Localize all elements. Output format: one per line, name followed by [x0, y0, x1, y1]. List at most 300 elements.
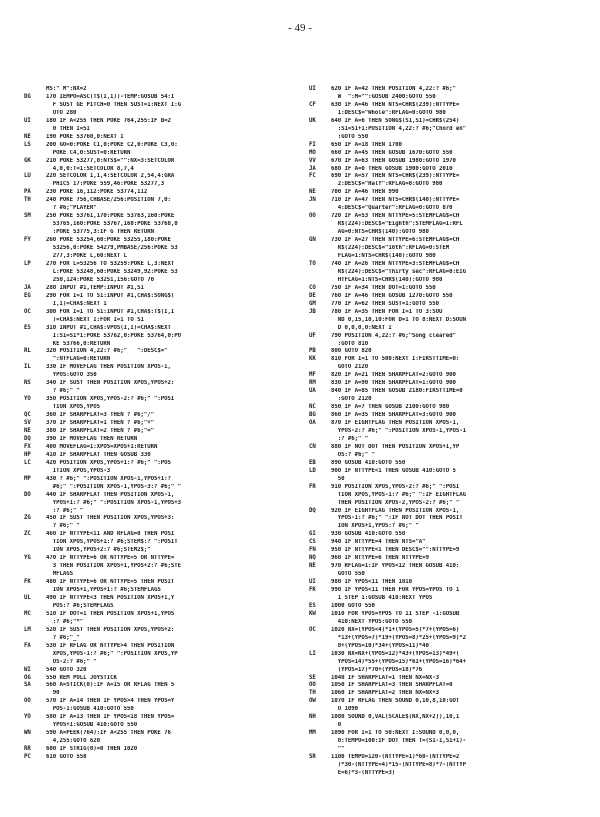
code-line — [309, 94, 581, 102]
basic-statement: 590 A=PEEK(764):IF A<255 THEN POKE 76 — [46, 730, 171, 737]
code-line — [309, 110, 581, 118]
checksum-code: GN — [309, 237, 316, 244]
basic-statement: 850 IF A=7 THEN GOSUB 2100:GOTO 980 — [331, 404, 450, 411]
code-line — [24, 460, 296, 468]
basic-statement: 230 POKE 16,112:POKE 53774,112 — [46, 189, 148, 196]
basic-statement: R$(224):DESC$="16th":RFLAG=0:STEM — [331, 245, 450, 252]
code-line — [24, 627, 296, 635]
checksum-code — [24, 126, 46, 134]
checksum-code — [24, 150, 46, 158]
basic-statement: YPOS-1:? #6;" ":IF NOT DOT THEN POSIT — [331, 515, 463, 522]
checksum-code — [309, 229, 331, 237]
code-line — [309, 118, 581, 126]
code-line — [24, 484, 296, 492]
basic-statement: YPOS=14)*55+(YPOS=15)*61+(YPOS=16)*64+ — [331, 658, 466, 665]
basic-statement: 1 STEP 1:GOSUB 410:NEXT YPOS — [331, 595, 433, 601]
basic-statement: 890 GOSUB 410:GOTO 550 — [331, 459, 406, 466]
basic-statement: 710 IF A=47 THEN NTS=CHR$(140):NTTYPE= — [331, 197, 460, 204]
basic-statement: :? #6;" " — [331, 435, 369, 442]
checksum-code — [24, 277, 46, 285]
checksum-code: GK — [24, 157, 31, 164]
checksum-code — [309, 746, 331, 754]
code-line — [24, 690, 296, 698]
code-line — [24, 508, 296, 516]
basic-statement: OS-2:? #6;" " — [46, 658, 97, 665]
code-line — [24, 333, 296, 341]
code-line — [309, 86, 581, 94]
basic-statement: 280 INPUT #1,TEMP:INPUT #1,S1 — [46, 284, 144, 291]
code-line — [24, 706, 296, 714]
checksum-code — [24, 372, 46, 380]
code-line — [309, 563, 581, 571]
basic-statement: :POKE 53775,3:IF G THEN RETURN — [46, 229, 154, 236]
checksum-code — [24, 356, 46, 364]
checksum-code: RL — [24, 348, 31, 355]
checksum-code — [309, 762, 331, 770]
checksum-code — [309, 269, 331, 277]
checksum-code: CF — [309, 101, 316, 108]
checksum-code: EB — [309, 459, 316, 466]
checksum-code — [309, 619, 331, 627]
checksum-code: LU — [24, 173, 31, 180]
basic-statement: 440 IF SHARPFLAT THEN POSITION XPOS-1, — [46, 491, 175, 498]
checksum-code — [309, 595, 331, 603]
basic-statement: 350 POSITION XPOS,YPOS-2:? #6;" ":POSI — [46, 396, 175, 403]
basic-statement: 4,0,0:T=1:SETCOLOR 8,7,4 — [46, 165, 134, 172]
checksum-code: DQ — [24, 435, 31, 442]
code-line — [309, 142, 581, 150]
code-line — [309, 452, 581, 460]
basic-statement: :GOTO 2120 — [331, 396, 372, 403]
code-line — [24, 269, 296, 277]
checksum-code — [309, 476, 331, 484]
basic-statement: #6;" ":POSITION XPOS-1,YPOS-3:? #6;" " — [46, 483, 181, 490]
checksum-code: FR — [309, 483, 316, 490]
code-line — [24, 468, 296, 476]
checksum-code: OW — [309, 698, 316, 705]
checksum-code — [309, 770, 331, 778]
basic-statement: 950 IF NTTYPE<1 THEN DESC$="":NTTYPE=9 — [331, 547, 460, 554]
basic-statement: 770 IF A=62 THEN SUST=1:GOTO 550 — [331, 300, 439, 307]
basic-statement: 450 IF SUST THEN POSITION XPOS,YPOS+3: — [46, 515, 175, 522]
checksum-code — [309, 523, 331, 531]
code-line — [309, 166, 581, 174]
checksum-code: QC — [24, 412, 31, 419]
code-line — [24, 675, 296, 683]
checksum-code: DG — [24, 93, 31, 100]
basic-statement: 4,255:GOTO 620 — [46, 738, 100, 745]
checksum-code: SR — [309, 754, 316, 761]
checksum-code: LD — [309, 467, 316, 474]
basic-statement: E=6)*3-(NTTYPE=3) — [331, 769, 396, 776]
code-line — [309, 173, 581, 181]
basic-statement: 240 POKE 756,CHBASE/256:POSITION 7,0: — [46, 197, 171, 204]
basic-statement: 700 IF A=46 THEN 990 — [331, 189, 399, 196]
checksum-code — [24, 229, 46, 237]
code-line — [24, 181, 296, 189]
checksum-code — [24, 619, 46, 627]
checksum-code: ES — [309, 602, 316, 609]
basic-statement: "" — [331, 746, 345, 753]
code-line — [24, 197, 296, 205]
checksum-code: KW — [309, 610, 316, 617]
basic-statement: 310 INPUT #1,CHA$:VPOS(I,I)=CHA$:NEXT — [46, 324, 171, 331]
basic-statement: 510 IF DOT=1 THEN POSITION XPOS+1,YPOS — [46, 610, 175, 617]
basic-statement: ITION XPOS,YPOS-3 — [46, 467, 111, 474]
checksum-code — [24, 523, 46, 531]
code-line — [309, 667, 581, 675]
checksum-code: JA — [309, 165, 316, 172]
code-line — [309, 229, 581, 237]
checksum-code — [309, 245, 331, 253]
code-line — [24, 635, 296, 643]
code-line — [309, 746, 581, 754]
basic-statement: R$(224):DESC$="Thirty sec":RFLAG=0:EIG — [331, 268, 466, 275]
basic-statement: :S1=S1+1:POSITION 4,22:? #6;"Chord en" — [331, 125, 466, 132]
checksum-code — [309, 635, 331, 643]
checksum-code: LS — [24, 141, 31, 148]
code-line — [309, 523, 581, 531]
code-line — [309, 158, 581, 166]
checksum-code — [24, 690, 46, 698]
basic-statement: ? #6;"_" — [46, 634, 80, 641]
basic-statement: 990 IF YPOS<11 THEN FOR YPOS=YPOS TO 1 — [331, 587, 460, 594]
code-line — [309, 301, 581, 309]
checksum-code — [309, 110, 331, 118]
code-line — [24, 166, 296, 174]
checksum-code: LI — [309, 650, 316, 657]
basic-statement: XPOS,YPOS-1:? #6;" ":POSITION XPOS,YP — [46, 650, 178, 657]
checksum-code: ES — [24, 324, 31, 331]
basic-statement: 320 POSITION 4,22:? #6;" ":DESC$=" — [46, 348, 168, 355]
checksum-code: ZG — [24, 515, 31, 522]
basic-statement: 940 IF NTTYPE=4 THEN NTS="A" — [331, 539, 426, 546]
checksum-code: MP — [24, 475, 31, 482]
code-line — [24, 412, 296, 420]
basic-statement: 53765,160:POKE 53767,160:POKE 53768,0 — [46, 221, 178, 228]
checksum-code: SV — [24, 420, 31, 427]
code-line — [24, 611, 296, 619]
checksum-code — [309, 428, 331, 436]
code-line — [309, 619, 581, 627]
checksum-code: ZC — [24, 531, 31, 538]
code-line — [309, 738, 581, 746]
basic-statement: 730 IF A=27 THEN NTTYPE=6:STEMFLAG$=CH — [331, 237, 460, 244]
checksum-code — [309, 94, 331, 102]
code-line — [309, 770, 581, 778]
checksum-code: NE — [24, 133, 31, 140]
code-line — [309, 245, 581, 253]
code-line — [24, 118, 296, 126]
code-line — [309, 388, 581, 396]
checksum-code: WN — [24, 730, 31, 737]
code-line — [309, 150, 581, 158]
basic-statement: 490 IF NTTYPE<3 THEN POSITION XPOS+1,Y — [46, 595, 175, 601]
code-line — [309, 595, 581, 603]
basic-statement: 380 IF SHARPFLAT=2 THEN ? #6;"=" — [46, 427, 154, 434]
checksum-code: JA — [24, 284, 31, 291]
code-line — [309, 492, 581, 500]
checksum-code — [24, 547, 46, 555]
code-line — [24, 500, 296, 508]
basic-statement: 920 IF EIGHTFLAG THEN POSITION XPOS-1, — [331, 507, 460, 514]
basic-statement: 1040 IF SHARPFLAT=1 THEN NX=NX-3 — [331, 674, 439, 681]
checksum-code: NS — [24, 380, 31, 387]
code-line — [309, 372, 581, 380]
basic-statement: KE 53766,0:RETURN — [46, 340, 111, 347]
checksum-code — [24, 571, 46, 579]
basic-statement: 220 SETCOLOR 1,1,4:SETCOLOR 2,54,4:GRA — [46, 173, 175, 180]
checksum-code: FK — [309, 587, 316, 594]
code-line — [309, 237, 581, 245]
checksum-code: NH — [309, 714, 316, 721]
code-column-right — [309, 86, 581, 778]
basic-statement: 400 MOVEFLAG=1:XPOS=XPOS+1:RETURN — [46, 443, 158, 450]
checksum-code: SM — [24, 213, 31, 220]
checksum-code — [24, 341, 46, 349]
basic-statement: :? #6;" " — [46, 507, 84, 514]
basic-statement: ION XPOS+1,YPOS+1:? #6;STEMFLAGS — [46, 587, 161, 594]
code-line — [24, 142, 296, 150]
code-line — [24, 595, 296, 603]
checksum-code: FA — [24, 642, 31, 649]
checksum-code: OG — [24, 674, 31, 681]
checksum-code — [309, 659, 331, 667]
basic-statement: 2:DESC$="Half":RFLAG=0:GOTO 980 — [331, 181, 443, 188]
code-line — [24, 221, 296, 229]
basic-statement: 790 POSITION 4,22:? #6;"Song cleared" — [331, 332, 456, 339]
basic-statement: ? #6;" " — [46, 388, 80, 395]
checksum-code — [309, 643, 331, 651]
basic-statement: ? #6;" " — [46, 523, 80, 530]
basic-statement: 50 — [331, 475, 345, 482]
code-line — [24, 523, 296, 531]
code-line — [24, 102, 296, 110]
basic-statement: 740 IF A=26 THEN NTTYPE=3:STEMFLAG$=CH — [331, 260, 460, 267]
checksum-code: FX — [24, 443, 31, 450]
code-line — [309, 571, 581, 579]
checksum-code — [24, 468, 46, 476]
checksum-code: LM — [24, 626, 31, 633]
basic-statement: 860 IF A=35 THEN SHARPFLAT=3:GOTO 900 — [331, 412, 456, 419]
checksum-code: FY — [24, 237, 31, 244]
checksum-code — [24, 166, 46, 174]
code-line — [24, 301, 296, 309]
basic-statement: ? #6;"PLAYER" — [46, 205, 97, 212]
code-line — [309, 348, 581, 356]
checksum-code: OA — [309, 420, 316, 427]
code-line — [24, 571, 296, 579]
basic-statement: HTFLAG=1:NTS=CHR$(140):GOTO 980 — [331, 276, 443, 283]
basic-statement: 570 IF A=14 THEN IF YPOS>4 THEN YPOS=Y — [46, 698, 175, 705]
checksum-code: JB — [309, 308, 316, 315]
code-line — [24, 213, 296, 221]
code-line — [24, 150, 296, 158]
code-line — [309, 404, 581, 412]
checksum-code: OC — [24, 308, 31, 315]
basic-statement: 530 IF RFLAG OR NTTYPE>4 THEN POSITION — [46, 642, 175, 649]
basic-statement: 290 FOR I=1 TO S1:INPUT #1,CHA$:SONG$( — [46, 292, 175, 299]
basic-statement: YPOS+1:GOSUB 410:GOTO 550 — [46, 722, 138, 729]
code-line — [309, 412, 581, 420]
checksum-code — [24, 706, 46, 714]
basic-statement: ION XPOS,YPOS+2:? #6;STEM2$;" — [46, 547, 151, 554]
basic-statement: 610 GOTO 550 — [46, 754, 87, 761]
code-line — [309, 682, 581, 690]
checksum-code: NE — [309, 189, 316, 196]
checksum-code: TH — [24, 197, 31, 204]
checksum-code — [24, 253, 46, 261]
code-line — [309, 420, 581, 428]
basic-statement: 620 IF A=42 THEN POSITION 4,22:? #6;" — [331, 86, 456, 92]
code-line — [309, 277, 581, 285]
code-line — [309, 587, 581, 595]
checksum-code: OC — [309, 626, 316, 633]
basic-statement: 370 IF SHARPFLAT=1 THEN ? #6;"+" — [46, 420, 154, 427]
code-line — [309, 722, 581, 730]
basic-statement: *13+(YPOS=7)*19+(YPOS=8)*25+(YPOS=9)*2 — [331, 634, 466, 641]
basic-statement: :? #6;"*" — [46, 618, 84, 625]
checksum-code — [24, 635, 46, 643]
code-line — [309, 531, 581, 539]
basic-statement: 330 IF MOVEFLAG THEN POSITION XPOS-1, — [46, 364, 171, 371]
code-line — [309, 356, 581, 364]
basic-statement: 1060 IF SHARPFLAT=2 THEN NX=NX+3 — [331, 690, 439, 697]
code-line — [24, 205, 296, 213]
checksum-code: JN — [309, 197, 316, 204]
basic-statement: 1090 FOR I=1 TO 50:NEXT I:SOUND 0,0,0, — [331, 730, 460, 737]
checksum-code: SA — [24, 682, 31, 689]
code-line — [24, 237, 296, 245]
checksum-code: KK — [309, 356, 316, 363]
code-line — [24, 261, 296, 269]
checksum-code: MO — [309, 149, 316, 156]
code-line — [24, 380, 296, 388]
code-line — [24, 134, 296, 142]
basic-statement: 190 POKE 53760,0:NEXT I — [46, 133, 124, 140]
basic-statement: THEN POSITION XPOS-2,YPOS-2:? #6;" " — [331, 499, 460, 506]
basic-statement: 600 IF STRIG(0)=0 THEN 1020 — [46, 746, 138, 753]
code-line — [24, 754, 296, 762]
checksum-code — [24, 221, 46, 229]
code-line — [309, 197, 581, 205]
code-line — [24, 110, 296, 118]
code-line — [309, 547, 581, 555]
basic-statement: 4:DESC$="Quarter":RFLAG=0:GOTO 870 — [331, 205, 453, 212]
code-line — [24, 364, 296, 372]
code-line — [24, 563, 296, 571]
basic-statement: 460 IF NTTYPE<11 AND RFLAG=0 THEN POSI — [46, 531, 175, 538]
code-line — [309, 754, 581, 762]
checksum-code — [309, 571, 331, 579]
basic-statement: 250,124:POKE 53251,156:GOTO 70 — [46, 276, 154, 283]
checksum-code: GI — [309, 531, 316, 538]
checksum-code: UA — [309, 388, 316, 395]
checksum-code — [24, 205, 46, 213]
checksum-code — [309, 667, 331, 675]
basic-statement: ":NTFLAG=0:RETURN — [46, 356, 111, 363]
basic-statement: 210 POKE 53277,0:NTS$="":NX=3:SETCOLOR — [46, 157, 175, 164]
code-line — [24, 309, 296, 317]
checksum-code — [24, 181, 46, 189]
basic-statement: 910 POSITION XPOS,YPOS-2:? #6;" ":POSI — [331, 483, 460, 490]
checksum-code — [309, 221, 331, 229]
basic-statement: 200 GO=0:POKE C1,0:POKE C2,0:POKE C3,0: — [46, 141, 178, 148]
code-line — [24, 738, 296, 746]
checksum-code — [24, 333, 46, 341]
basic-statement: 410:NEXT YPOS:GOTO 550 — [331, 618, 412, 625]
checksum-code: FI — [309, 141, 316, 148]
basic-statement: 930 GOSUB 410:GOTO 550 — [331, 531, 406, 538]
code-line — [309, 508, 581, 516]
code-line — [309, 675, 581, 683]
checksum-code: NQ — [309, 555, 316, 562]
basic-statement: ION XPOS+1,YPOS:? #6;" " — [331, 523, 419, 530]
checksum-code — [24, 102, 46, 110]
checksum-code: GM — [309, 300, 316, 307]
basic-statement: 970 RFLAG=1:IF YPOS<12 THEN GOSUB 410: — [331, 563, 460, 570]
basic-statement: )=CHA$:NEXT I:FOR I=1 TO S1 — [46, 316, 144, 323]
basic-statement: 420 POSITION XPOS,YPOS+1:? #6;" ":POS — [46, 459, 171, 466]
basic-statement: GOTO 2120 — [331, 364, 369, 371]
checksum-code — [24, 508, 46, 516]
basic-statement: 650 IF A=18 THEN 1700 — [331, 141, 402, 148]
code-line — [309, 611, 581, 619]
checksum-code — [309, 134, 331, 142]
checksum-code — [309, 436, 331, 444]
basic-statement: 3 THEN POSITION XPOS+1,YPOS+2:? #6;STE — [46, 563, 181, 570]
code-line — [24, 587, 296, 595]
code-line — [24, 651, 296, 659]
checksum-code — [24, 269, 46, 277]
basic-statement: 750 IF A=34 THEN DOT=1:GOTO 550 — [331, 284, 436, 291]
basic-statement: 520 IF SUST THEN POSITION XPOS,YPOS+2: — [46, 626, 175, 633]
basic-statement: POKE C4,0:SUST=0:RETURN — [46, 149, 131, 156]
code-line — [24, 189, 296, 197]
checksum-code: RM — [309, 380, 316, 387]
code-line — [309, 706, 581, 714]
checksum-code — [24, 563, 46, 571]
checksum-code — [309, 515, 331, 523]
basic-statement: 260 POKE 53254,60:POKE 53255,180:POKE — [46, 237, 171, 244]
basic-statement: POS:? #6;STEMFLAGS — [46, 602, 114, 609]
checksum-code — [309, 205, 331, 213]
code-line — [24, 714, 296, 722]
basic-statement: O 1090 — [331, 706, 358, 713]
code-line — [309, 428, 581, 436]
checksum-code: EG — [24, 292, 31, 299]
code-line — [24, 547, 296, 555]
basic-statement: 680 IF A=0 THEN GOSUB 1900:GOTO 2010 — [331, 165, 453, 172]
code-line — [309, 579, 581, 587]
basic-statement: 1100 TEMPO=120-(NTTYPE=1)*60-(NTTYPE=2 — [331, 754, 460, 761]
basic-statement: 580 IF A=13 THEN IF YPOS<18 THEN YPOS= — [46, 714, 175, 721]
code-line — [309, 189, 581, 197]
basic-statement: 800 GOTO 820 — [331, 348, 372, 355]
code-line — [309, 261, 581, 269]
code-line — [24, 531, 296, 539]
checksum-code: NE — [24, 427, 31, 434]
code-line — [309, 205, 581, 213]
code-line — [24, 404, 296, 412]
code-line — [309, 651, 581, 659]
basic-statement: :GOTO 550 — [331, 133, 369, 140]
checksum-code — [24, 301, 46, 309]
code-line — [24, 158, 296, 166]
code-line — [24, 436, 296, 444]
basic-statement: 1070 IF RFLAG THEN SOUND 0,10,8,10:GOT — [331, 698, 460, 705]
code-line — [24, 277, 296, 285]
